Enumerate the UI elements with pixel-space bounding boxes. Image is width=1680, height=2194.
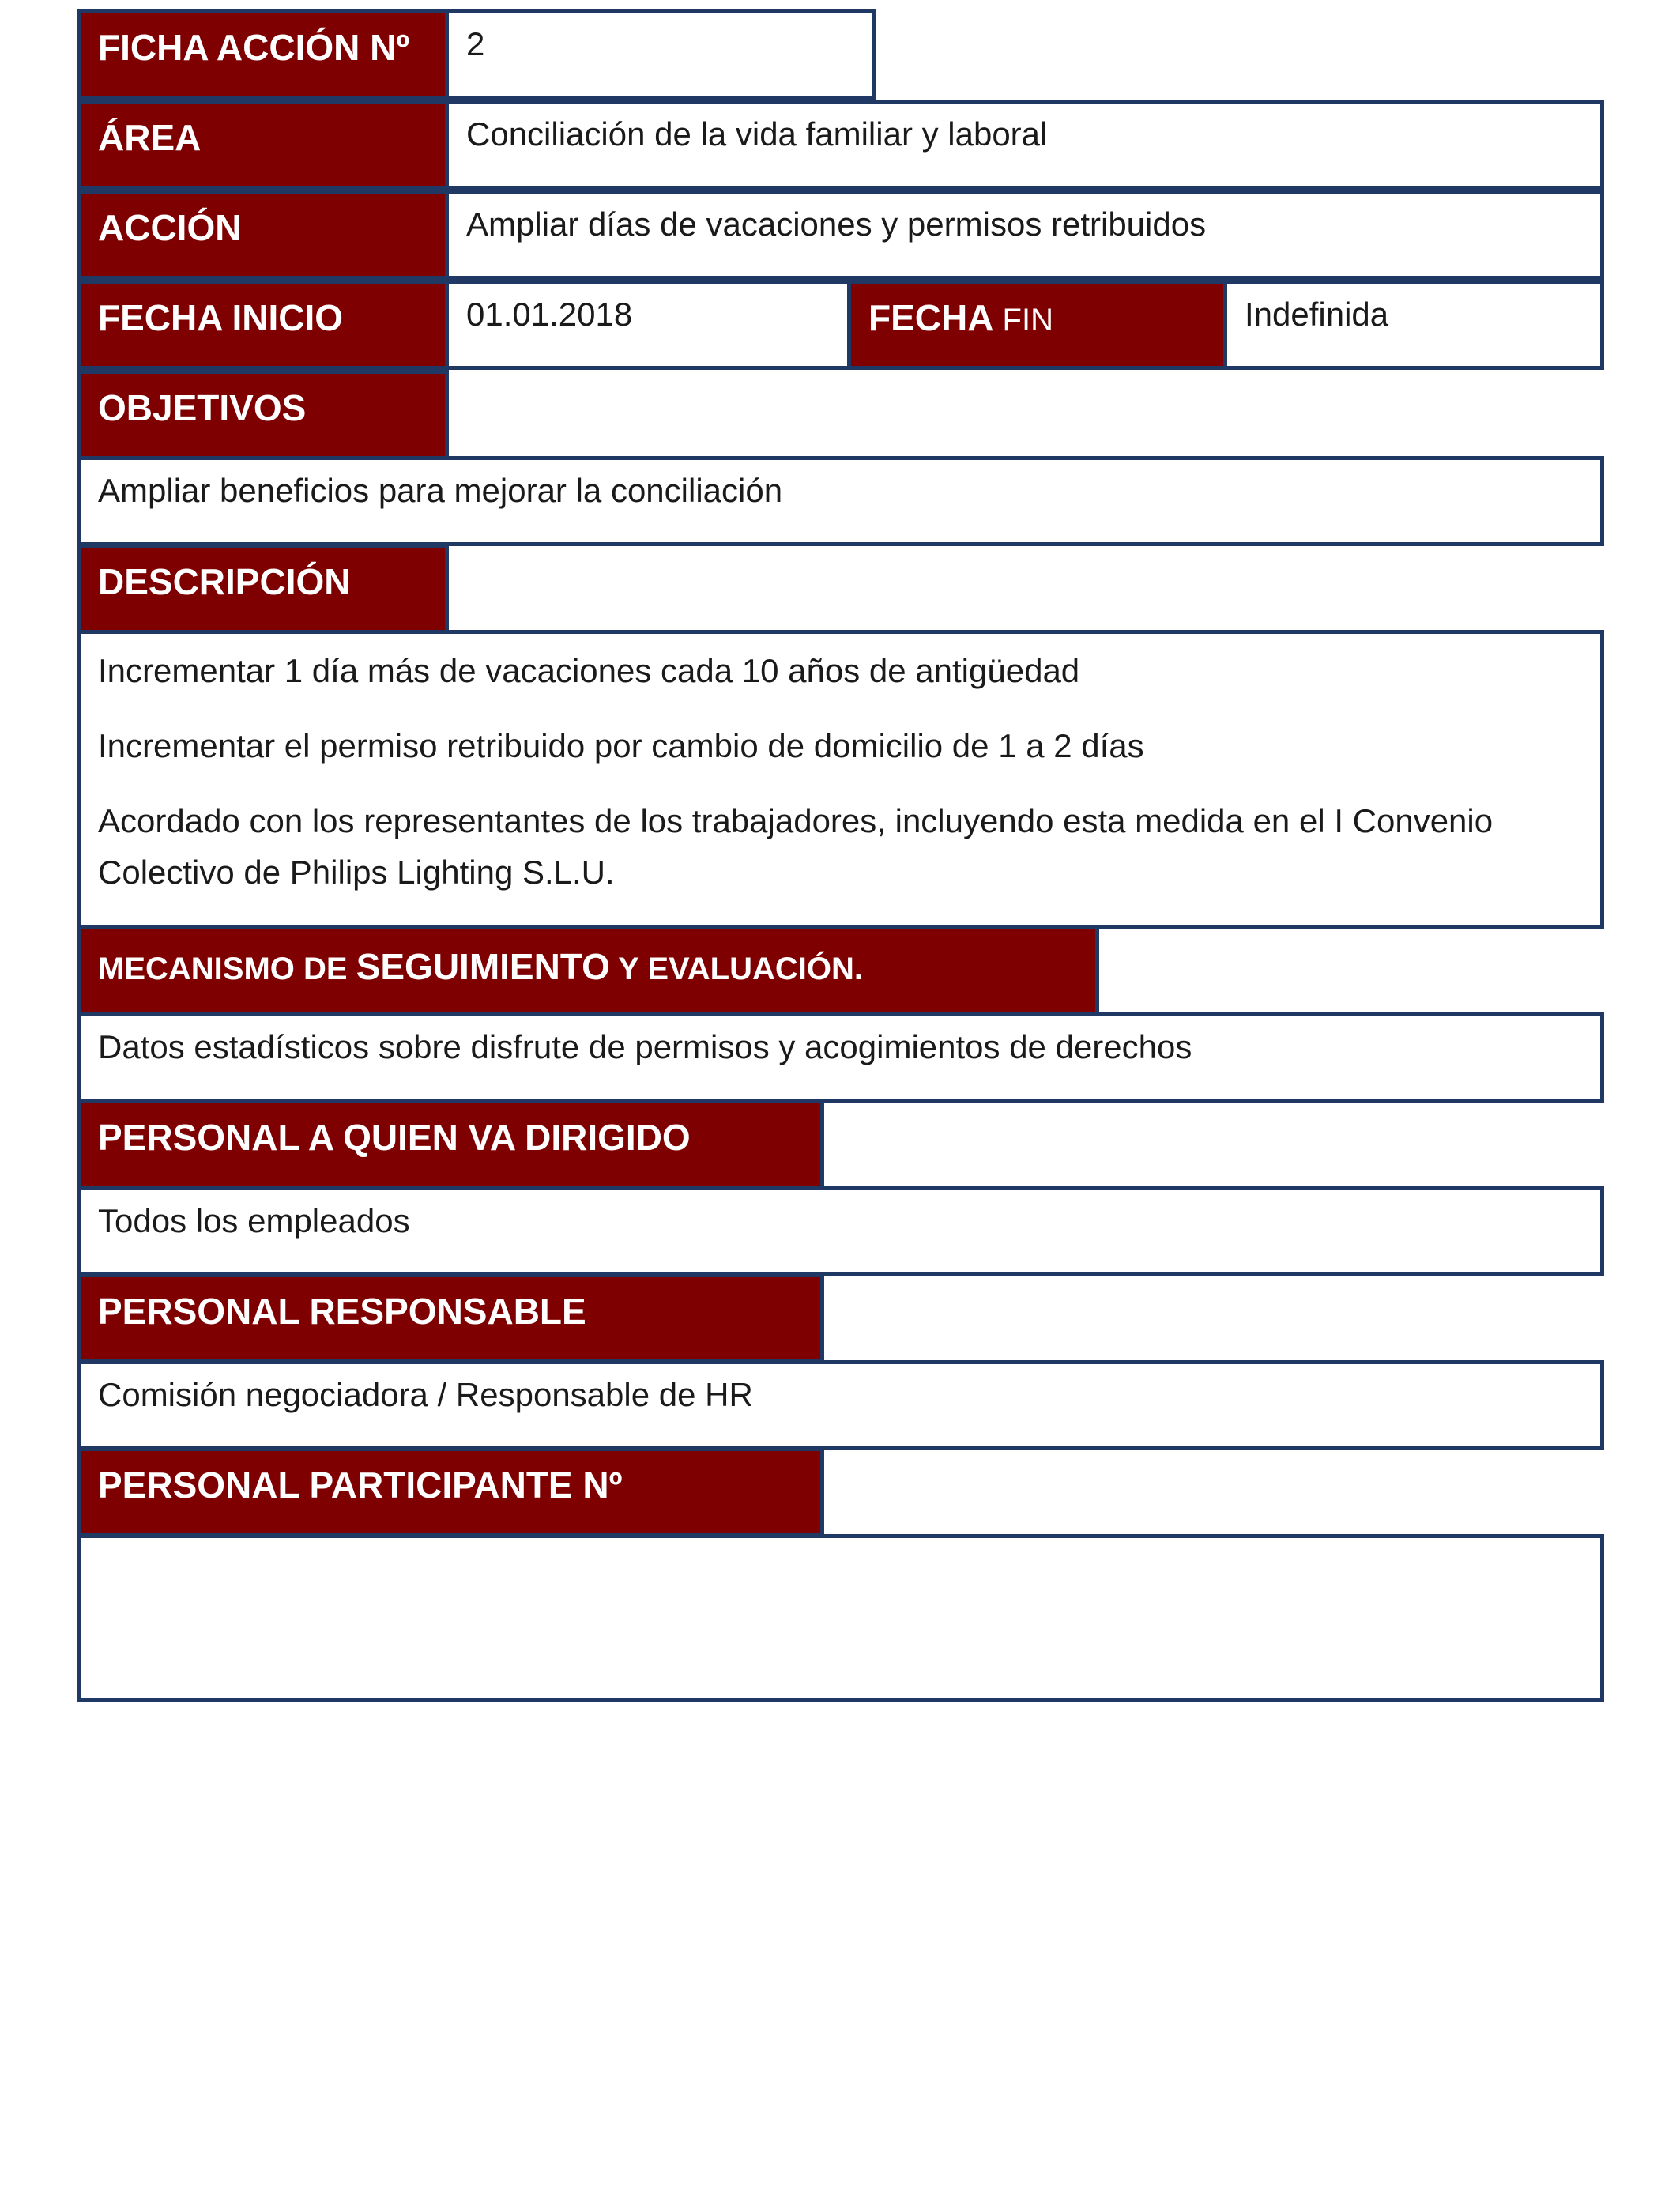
fecha-fin-label-main: FECHA — [868, 297, 993, 338]
mecanismo-label-part1: MECANISMO DE — [98, 952, 356, 986]
mecanismo-label-part3: Y EVALUACIÓN. — [609, 952, 863, 986]
mecanismo-value — [77, 1012, 1604, 1103]
mecanismo-label-part2: SEGUIMIENTO — [356, 946, 610, 987]
descripcion-line-1: Incrementar 1 día más de vacaciones cada 10 años de antigüedad — [98, 652, 1080, 689]
area-label-text: ÁREA — [98, 117, 202, 158]
personal-dirigido-value-text: Todos los empleados — [98, 1202, 410, 1239]
mecanismo-value-text: Datos estadísticos sobre disfrute de permisos y acogimientos de derechos — [98, 1028, 1192, 1065]
personal-dirigido-value — [77, 1186, 1604, 1276]
personal-participante-label-text: PERSONAL PARTICIPANTE Nº — [98, 1465, 623, 1506]
fecha-inicio-value — [445, 280, 851, 370]
descripcion-line-3: Acordado con los representantes de los trabajadores, incluyendo esta medida en el I Convenio Colectivo de Philips Lighting S.L.U. — [98, 802, 1494, 892]
ficha-value-text: 2 — [466, 25, 485, 62]
fecha-inicio-label — [77, 280, 449, 370]
personal-responsable-value — [77, 1360, 1604, 1450]
fecha-fin-label — [847, 280, 1227, 370]
personal-responsable-value-text: Comisión negociadora / Responsable de HR — [98, 1376, 753, 1413]
descripcion-value — [77, 630, 1604, 929]
personal-responsable-label — [77, 1273, 824, 1363]
objetivos-value — [77, 456, 1604, 546]
objetivos-label — [77, 370, 449, 460]
ficha-value — [445, 9, 876, 100]
fecha-fin-value — [1223, 280, 1604, 370]
objetivos-label-text: OBJETIVOS — [98, 387, 307, 428]
personal-participante-value — [77, 1534, 1604, 1702]
objetivos-value-text: Ampliar beneficios para mejorar la conciliación — [98, 472, 783, 509]
mecanismo-label — [77, 925, 1099, 1016]
fecha-inicio-value-text: 01.01.2018 — [466, 296, 633, 333]
fecha-inicio-label-text: FECHA INICIO — [98, 297, 344, 338]
ficha-label — [77, 9, 449, 100]
area-value — [445, 100, 1604, 190]
personal-responsable-label-text: PERSONAL RESPONSABLE — [98, 1291, 586, 1332]
descripcion-label-text: DESCRIPCIÓN — [98, 561, 351, 602]
accion-value — [445, 190, 1604, 280]
accion-label-text: ACCIÓN — [98, 207, 242, 248]
descripcion-line-2: Incrementar el permiso retribuido por cambio de domicilio de 1 a 2 días — [98, 727, 1144, 765]
accion-label — [77, 190, 449, 280]
fecha-fin-value-text: Indefinida — [1245, 296, 1389, 333]
personal-dirigido-label — [77, 1099, 824, 1189]
personal-participante-label — [77, 1447, 824, 1537]
area-label — [77, 100, 449, 190]
accion-value-text: Ampliar días de vacaciones y permisos retribuidos — [466, 205, 1207, 243]
area-value-text: Conciliación de la vida familiar y laboral — [466, 115, 1048, 153]
personal-dirigido-label-text: PERSONAL A QUIEN VA DIRIGIDO — [98, 1117, 691, 1158]
ficha-label-text: FICHA ACCIÓN Nº — [98, 27, 410, 68]
descripcion-label — [77, 544, 449, 634]
fecha-fin-label-small: FIN — [1002, 303, 1053, 337]
